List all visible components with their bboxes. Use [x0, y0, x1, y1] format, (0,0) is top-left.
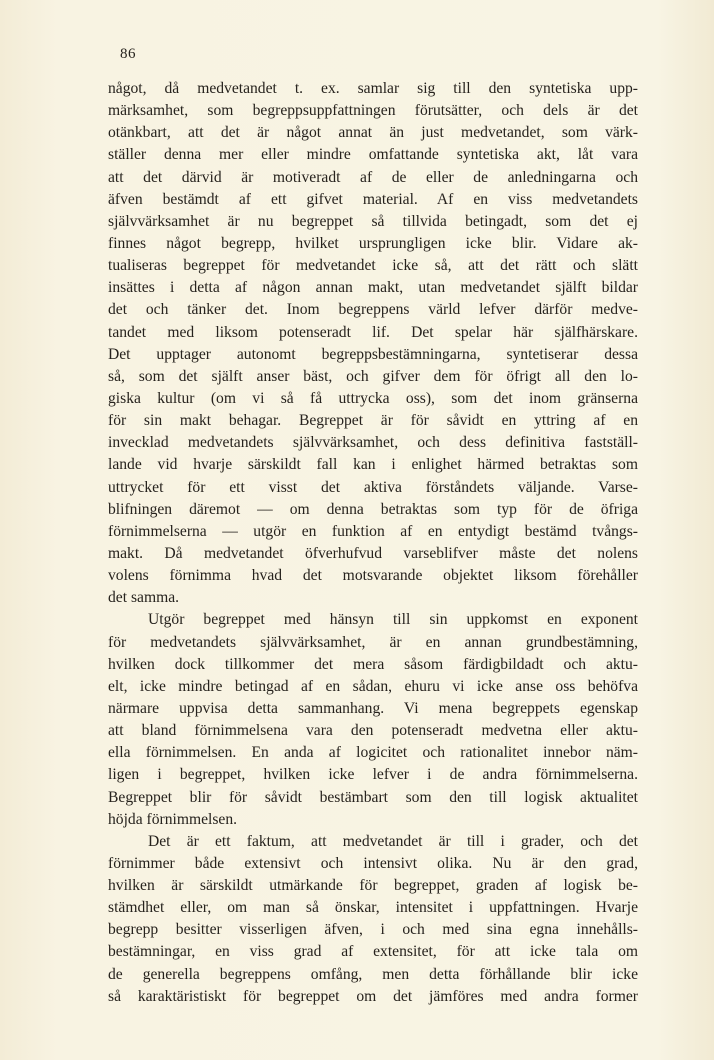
page-number: 86 [120, 46, 136, 62]
text-line: begrepp besitter visserligen äfven, i och med sina egna innehålls- [108, 921, 638, 939]
text-line: blifningen däremot — om denna betraktas som typ för de öfriga [108, 500, 638, 518]
text-line: för sin makt behagar. Begreppet är för såvidt en yttring af en [108, 412, 638, 430]
text-line: förnimmelserna — utgör en funktion af en entydigt bestämd tvångs- [108, 522, 638, 540]
text-line: Det upptager autonomt begreppsbestämningarna, syntetiserar dessa [108, 345, 638, 363]
text-line: det samma. [108, 589, 180, 607]
text-line: så karaktäristiskt för begreppet om det jämföres med andra former [108, 987, 638, 1005]
text-line: så, som det själft anser bäst, och gifver dem för öfrigt all den lo- [108, 367, 638, 385]
text-line: det och tänker det. Inom begreppens värld lefver därför medve- [108, 301, 638, 319]
text-line: invecklad medvetandets självvärksamhet, och dess definitiva fastställ- [108, 434, 638, 452]
text-line: Det är ett faktum, att medvetandet är till i grader, och det [148, 832, 638, 850]
text-line: att bland förnimmelsena vara den potenseradt medvetna eller aktu- [108, 722, 638, 740]
text-line: elt, icke mindre betingad af en sådan, ehuru vi icke anse oss behöfva [108, 677, 638, 695]
text-line: förnimmer både extensivt och intensivt olika. Nu är den grad, [108, 854, 638, 872]
text-line: bestämningar, en viss grad af extensitet, för att icke tala om [108, 943, 638, 961]
text-line: finnes något begrepp, hvilket ursprungligen icke blir. Vidare ak- [108, 234, 638, 252]
text-line: stämdhet eller, om man så önskar, intensitet i uppfattningen. Hvarje [108, 899, 638, 917]
text-line: ligen i begreppet, hvilken icke lefver i de andra förnimmelserna. [108, 766, 638, 784]
text-line: giska kultur (om vi så få uttrycka oss), som det inom gränserna [108, 389, 638, 407]
text-line: de generella begreppens omfång, men detta förhållande blir icke [108, 965, 638, 983]
text-line: närmare uppvisa detta sammanhang. Vi mena begreppets egenskap [108, 699, 638, 717]
text-line: hvilken dock tillkommer det mera såsom färdigbildadt och aktu- [108, 655, 638, 673]
text-line: lande vid hvarje särskildt fall kan i enlighet härmed betraktas som [108, 456, 638, 474]
text-line: att det därvid är motiveradt af de eller de anledningarna och [108, 168, 638, 186]
text-line: höjda förnimmelsen. [108, 810, 238, 828]
text-line: tandet med liksom potenseradt lif. Det spelar här själfhärskare. [108, 323, 638, 341]
text-line: ställer denna mer eller mindre omfattande syntetiska akt, låt vara [108, 146, 638, 164]
text-line: äfven bestämdt af ett gifvet material. Af en viss medvetandets [108, 190, 638, 208]
text-line: insättes i detta af någon annan makt, utan medvetandet själft bildar [108, 279, 638, 297]
text-line: hvilken är särskildt utmärkande för begreppet, graden af logisk be- [108, 877, 638, 895]
text-line: tualiseras begreppet för medvetandet icke så, att det rätt och slätt [108, 257, 638, 275]
text-line: Begreppet blir för såvidt bestämbart som den till logisk aktualitet [108, 788, 638, 806]
text-line: otänkbart, att det är något annat än just medvetandet, som värk- [108, 124, 638, 142]
text-line: för medvetandets självvärksamhet, är en annan grundbestämning, [108, 633, 638, 651]
text-line: makt. Då medvetandet öfverhufvud varseblifver måste det nolens [108, 544, 638, 562]
text-line: självvärksamhet är nu begreppet så tillvida betingadt, som det ej [108, 212, 638, 230]
body-text [108, 78, 638, 1008]
text-line: volens förnimma hvad det motsvarande objektet liksom förehåller [108, 567, 638, 585]
text-line: något, då medvetandet t. ex. samlar sig till den syntetiska upp- [108, 80, 638, 97]
text-line: uttrycket för ett visst det aktiva förståndets väljande. Varse- [108, 478, 638, 496]
text-line: Utgör begreppet med hänsyn till sin uppkomst en exponent [148, 611, 638, 629]
text-line: märksamhet, som begreppsuppfattningen förutsätter, och dels är det [108, 102, 638, 120]
text-line: ella förnimmelsen. En anda af logicitet och rationalitet innebor näm- [108, 744, 638, 762]
